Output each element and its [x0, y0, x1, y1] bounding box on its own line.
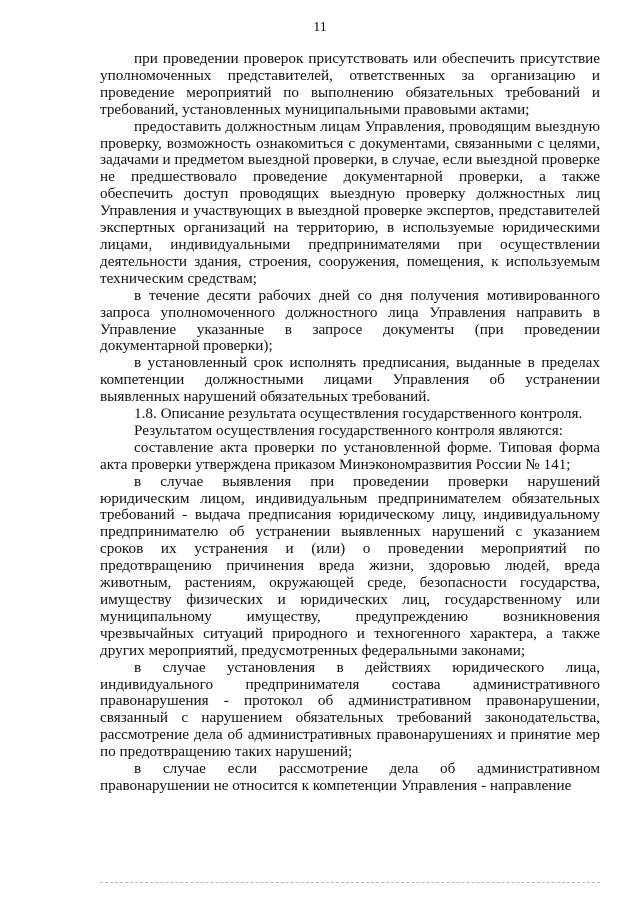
paragraph-presence-during-inspection: при проведении проверок присутствовать или обеспечить присутствие уполномоченных представителей, ответственных за организацию и проведение мероприятий по выполнению обязательных требований и требований, установленных муниципальными правовыми актами; [100, 50, 600, 118]
document-body [100, 51, 600, 795]
paragraph-referral: в случае если рассмотрение дела об административном правонарушении не относится к компетенции Управления - направление [100, 760, 600, 794]
section-heading-1-8: 1.8. Описание результата осуществления государственного контроля. [134, 405, 583, 423]
page-number: 11 [313, 20, 327, 35]
paragraph-issue-order: в случае выявления при проведении проверки нарушений юридическим лицом, индивидуальным предпринимателем обязательных требований - выдача предписания юридическому лицу, индивидуальному предпринимателю об устранении выявленных нарушений с указанием сроков их устранения и (или) о проведении мероприятий по предотвращению причинения вреда жизни, здоровью людей, вреда животным, растениям, окружающей среде, безопасности государства, имуществу физических и юридических лиц, государственному или муниципальному имуществу, предупреждению возникновения чрезвычайных ситуаций природного и техногенного характера, а также других мероприятий, предусмотренных федеральными законами; [100, 472, 600, 659]
paragraph-submit-documents: в течение десяти рабочих дней со дня получения мотивированного запроса уполномоченного должностного лица Управления направить в Управление указанные в запросе документы (при проведении документарной проверки); [100, 286, 600, 355]
paragraph-administrative-protocol: в случае установления в действиях юридического лица, индивидуального предпринимателя состава административного правонарушения - протокол об административном правонарушении, связанный с нарушением обязательных требований законодательства, рассмотрение дела об административных правонарушениях и принятие мер по предотвращению таких нарушений; [100, 658, 600, 761]
paragraph-results-intro: Результатом осуществления государственного контроля являются: [134, 421, 563, 439]
footer-scan-line [100, 882, 600, 883]
paragraph-provide-access: предоставить должностным лицам Управления, проводящим выездную проверку, возможность ознакомиться с документами, связанными с целями, задачами и предметом выездной проверки, в случае, если выездной проверке не предшествовало проведение документарной проверки, а также обеспечить доступ проводящих выездную проверку должностных лиц Управления и участвующих в выездной проверке экспертов, представителей экспертных организаций на территорию, в используемые юридическими лицами, индивидуальными предпринимателями при осуществлении деятельности здания, строения, сооружения, помещения, к используемым техническим средствам; [100, 117, 600, 287]
paragraph-inspection-act: составление акта проверки по установленной форме. Типовая форма акта проверки утверждена приказом Минэкономразвития России № 141; [100, 438, 600, 473]
paragraph-execute-orders: в установленный срок исполнять предписания, выданные в пределах компетенции должностными лицами Управления об устранении выявленных нарушений обязательных требований. [100, 354, 600, 406]
